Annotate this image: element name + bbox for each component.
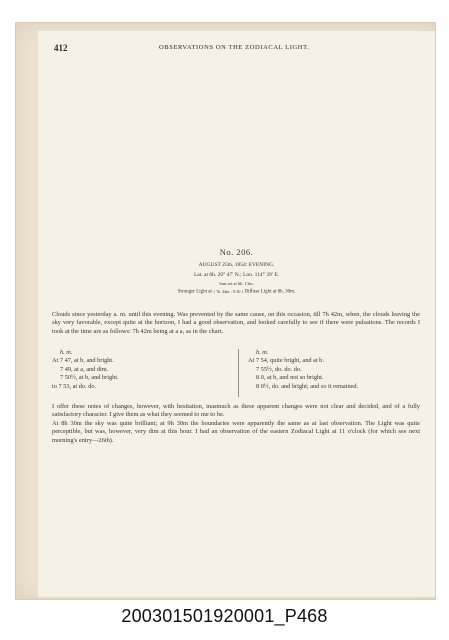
running-title: OBSERVATIONS ON THE ZODIACAL LIGHT. [159,44,310,51]
records-right-header: h. m. [256,349,269,356]
record-line: 7 50½, at b, and bright. [60,374,119,382]
record-line: At 7 47, at b, and bright. [52,357,114,365]
record-line: At 7 54, quite bright, and at b. [248,357,324,365]
record-line: 8 0, at b, and not so bright. [256,374,324,382]
entry-lights [38,289,435,295]
records-right-column [248,349,420,391]
page-number: 412 [54,43,68,53]
paragraph-notes: I offer these notes of changes, however, with hesitation, inasmuch as these apparent changes were not clear and decided, and of a fully satisfactory character. I give them as what they seemed to me to be. [52,403,420,419]
records-table [52,349,420,401]
paragraph-intro: Clouds since yesterday a. m. until this evening. Was prevented by the same cause, on this occasion, till 7h 42m, when, the clouds leaving the sky very favorable, except quite at the horizon, I had a good observation, and looked carefully to see if there were pulsations. The records I took at the time are as follows: 7h 42m being at a a, as in the chart. [52,311,420,335]
records-left-column [52,349,232,391]
stronger-light-label: Stronger Light at [177,289,212,295]
records-left-header: h. m. [60,349,73,356]
record-line: to 7 53, at do. do. [52,382,97,390]
entry-date: AUGUST 25th, 1854: EVENING. [198,262,275,268]
scanned-sheet [15,22,436,600]
book-page [38,31,435,597]
scan-identifier: 200301501920001_P468 [121,606,328,626]
diffuse-light-label: Diffuse Light at 8h. 30m. [244,289,296,295]
column-divider [238,349,239,397]
record-line: 7 55½, do. do. do. [256,365,302,373]
record-line: 7 49, at a, and dim. [60,365,109,373]
entry-sunset: Sun set at 6h. 13m. [219,281,254,286]
stronger-light-times: { 7h. 44m. / 8 30 } [213,289,244,294]
record-line: 8 0½, do. and bright; and so it remained. [256,382,359,390]
entry-number: No. 206. [219,247,254,257]
entry-location: Lat. at 6h. 20° 47′ N.; Lon. 114° 39′ E. [193,272,280,278]
paragraph-later: At 8h 30m the sky was quite brilliant; at 9h 30m the boundaries were apparently the same as at last observation. The Light was quite perceptible, but was, however, very dim at this hour. I had an observation of the eastern Zodiacal Light at 11 o'clock (for which see next morning's entry—26th). [52,420,420,444]
